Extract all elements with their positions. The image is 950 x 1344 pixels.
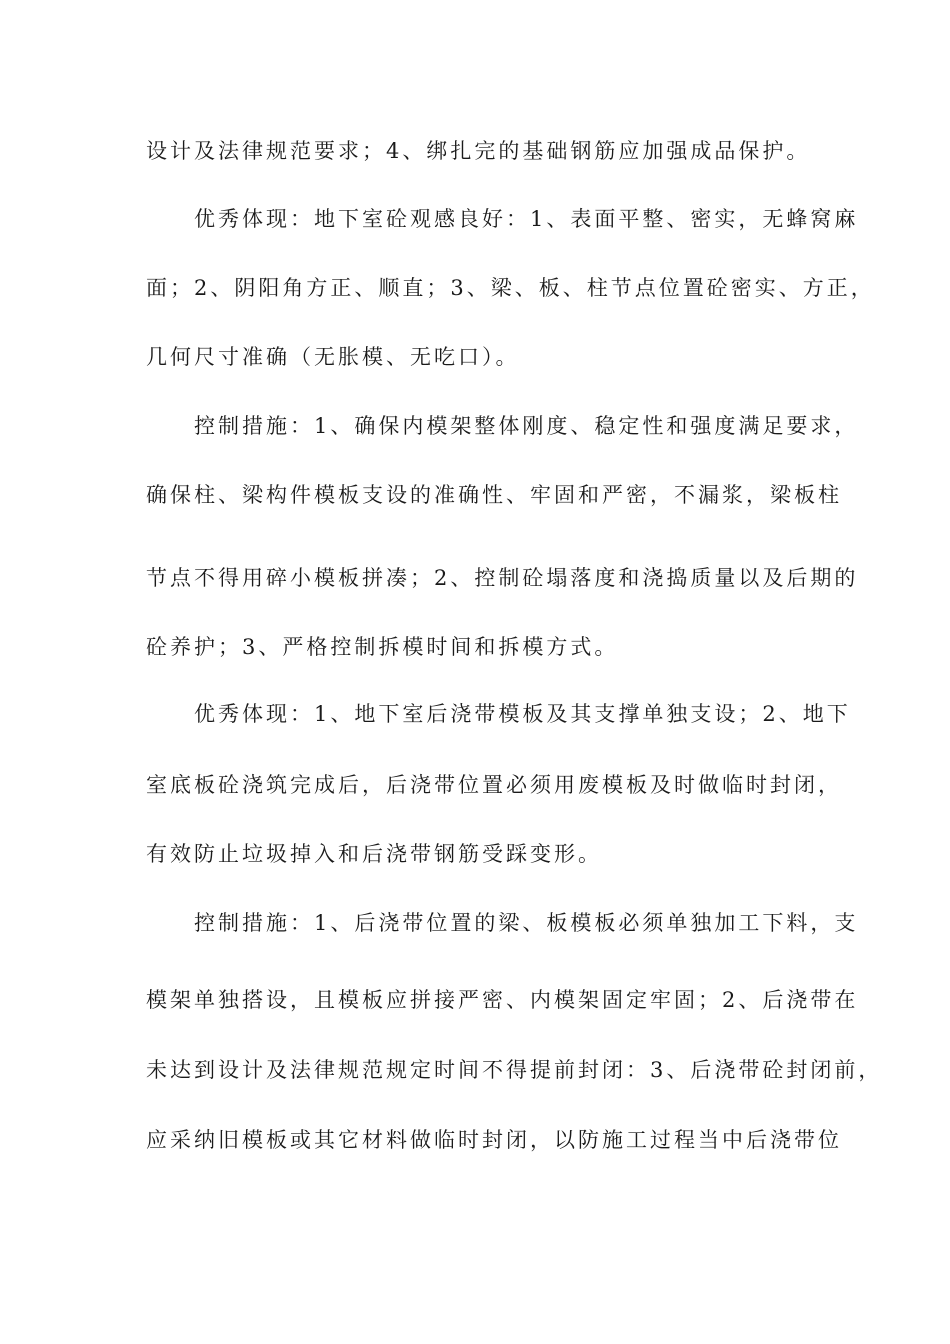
- text-line: 设计及法律规范要求；4、绑扎完的基础钢筋应加强成品保护。: [146, 139, 811, 163]
- text-line: 应采纳旧模板或其它材料做临时封闭，以防施工过程当中后浇带位: [146, 1128, 842, 1152]
- text-line: 砼养护；3、严格控制拆模时间和拆模方式。: [146, 635, 619, 659]
- paragraph-first-line: 控制措施：1、确保内模架整体刚度、稳定性和强度满足要求，: [194, 414, 859, 438]
- text-line: 面；2、阴阳角方正、顺直；3、梁、板、柱节点位置砼密实、方正，: [146, 276, 875, 300]
- text-line: 室底板砼浇筑完成后，后浇带位置必须用废模板及时做临时封闭，: [146, 773, 842, 797]
- text-line: 几何尺寸准确（无胀模、无吃口）。: [146, 345, 520, 369]
- paragraph-first-line: 优秀体现：1、地下室后浇带模板及其支撑单独支设；2、地下: [194, 702, 851, 726]
- paragraph-first-line: 优秀体现：地下室砼观感良好：1、表面平整、密实，无蜂窝麻: [194, 207, 859, 231]
- text-line: 未达到设计及法律规范规定时间不得提前封闭：3、后浇带砼封闭前，: [146, 1058, 883, 1082]
- text-line: 确保柱、梁构件模板支设的准确性、牢固和严密，不漏浆，梁板柱: [146, 483, 842, 507]
- text-line: 有效防止垃圾掉入和后浇带钢筋受踩变形。: [146, 842, 602, 866]
- paragraph-first-line: 控制措施：1、后浇带位置的梁、板模板必须单独加工下料，支: [194, 911, 859, 935]
- text-line: 模架单独搭设，且模板应拼接严密、内模架固定牢固；2、后浇带在: [146, 988, 859, 1012]
- text-line: 节点不得用碎小模板拼凑；2、控制砼塌落度和浇捣质量以及后期的: [146, 566, 859, 590]
